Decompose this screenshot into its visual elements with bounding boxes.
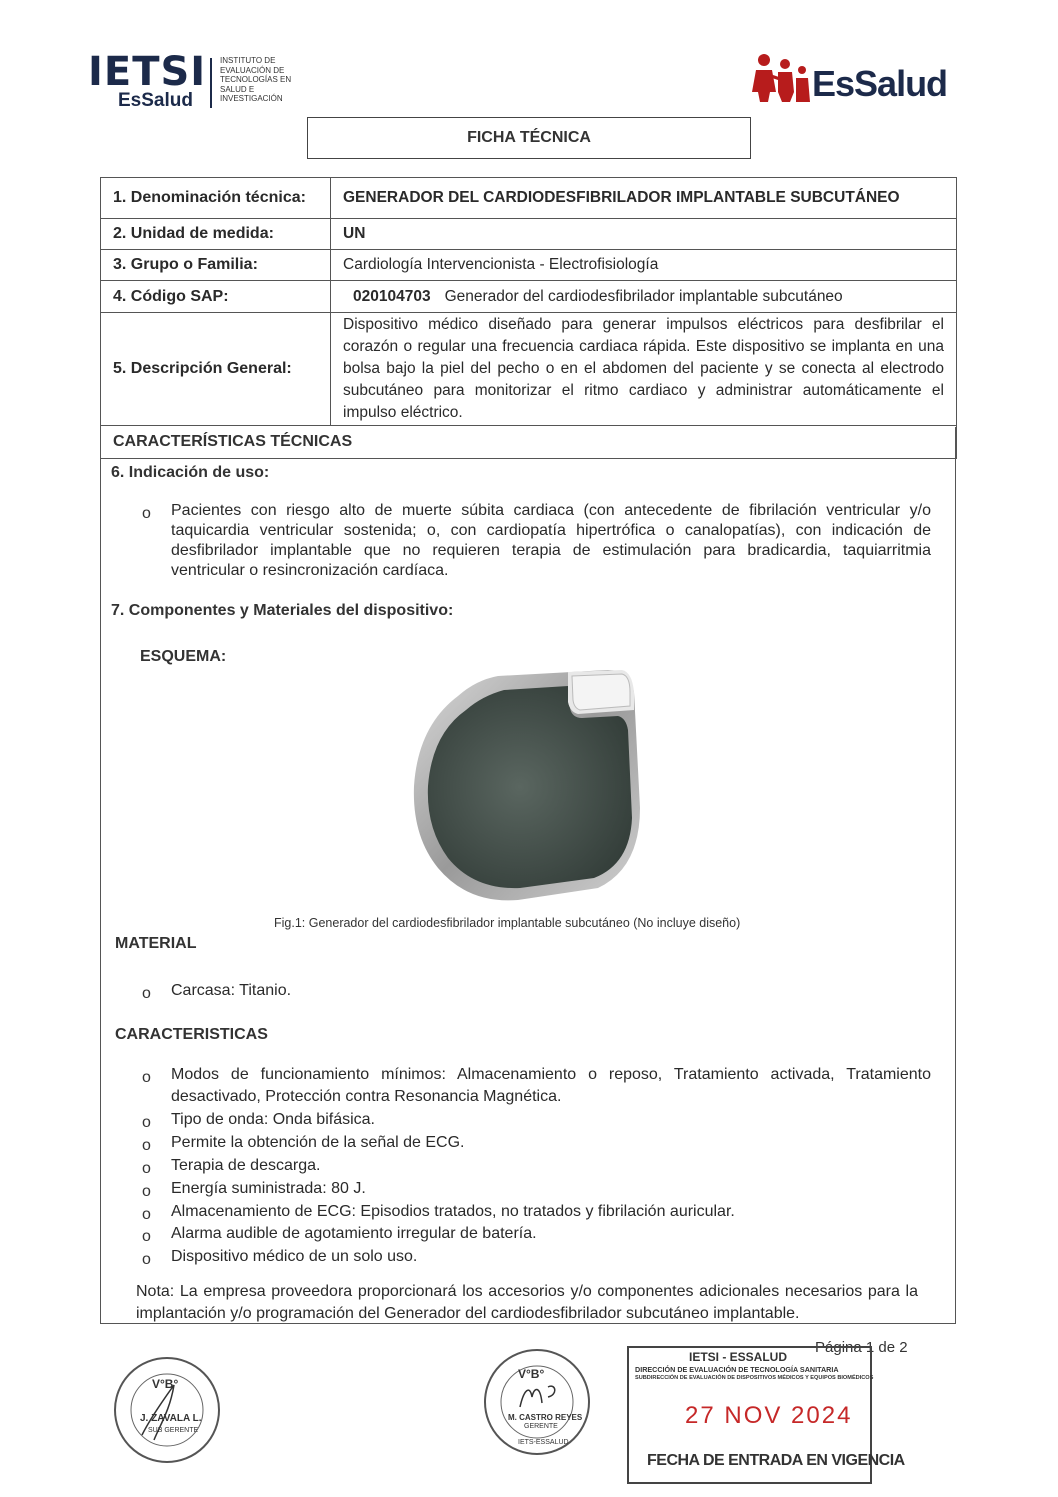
caracteristica-item: Permite la obtención de la señal de ECG. [171, 1134, 465, 1151]
caracteristica-item: Almacenamiento de ECG: Episodios tratados, no tratados y fibrilación auricular. [171, 1203, 735, 1220]
bullet-icon: o [142, 1251, 151, 1268]
essalud-family-icon [752, 52, 812, 104]
table-row [101, 219, 957, 250]
row-label: 5. Descripción General: [101, 313, 331, 426]
approval-stamp-2 [482, 1347, 592, 1457]
bullet-icon: o [142, 985, 151, 1002]
validity-label: FECHA DE ENTRADA EN VIGENCIA [647, 1452, 905, 1469]
caracteristicas-heading: CARACTERISTICAS [115, 1026, 268, 1043]
row-value [331, 281, 957, 313]
validity-date: 27 NOV 2024 [685, 1402, 853, 1429]
row-value: Cardiología Intervencionista - Electrofisiología [331, 250, 957, 281]
bullet-icon: o [142, 505, 151, 522]
validity-stamp-title: IETSI - ESSALUD [689, 1350, 788, 1364]
stamp-name: M. CASTRO REYES [508, 1413, 583, 1422]
bullet-icon: o [142, 1183, 151, 1200]
stamp-bottom: IETS-ESSALUD [518, 1439, 569, 1446]
table-row [101, 250, 957, 281]
caracteristica-item: Dispositivo médico de un solo uso. [171, 1248, 418, 1265]
caracteristica-item: Terapia de descarga. [171, 1157, 321, 1174]
ietsi-logo-subtext: EsSalud [118, 90, 193, 111]
ietsi-logo-text: IETSI [88, 49, 207, 95]
indicacion-item: Pacientes con riesgo alto de muerte súbita cardiaca (con antecedente de fibrilación ventricular y/o taquicardia ventricular sostenida; o, con cardiopatía hipertrófica o canalopatías), con indicación de desfibrilador implantable que no requieren terapia de estimulación para bradicardia, taquiarritmia ventricular o resincronización cardíaca. [171, 502, 931, 579]
device-image [408, 668, 648, 904]
row-value: GENERADOR DEL CARDIODESFIBRILADOR IMPLANTABLE SUBCUTÁNEO [331, 178, 957, 219]
bullet-icon: o [142, 1137, 151, 1154]
row-label: 4. Código SAP: [101, 281, 331, 313]
esquema-label: ESQUEMA: [140, 648, 227, 665]
stamp-role: GERENTE [524, 1423, 558, 1430]
row-value: Dispositivo médico diseñado para generar impulsos eléctricos para desfibrilar el corazón o regular una frecuencia cardiaca rápida. Este dispositivo se implanta en una bolsa bajo la piel del pecho o en el abdomen del paciente y se conecta al electrodo subcutáneo para monitorizar el ritmo cardiaco y administrar automáticamente el impulso eléctrico. [331, 313, 957, 426]
validity-stamp-line2: SUBDIRECCIÓN DE EVALUACIÓN DE DISPOSITIVOS MÉDICOS Y EQUIPOS BIOMÉDICOS [635, 1375, 874, 1381]
bullet-icon: o [142, 1228, 151, 1245]
essalud-logo-text: EsSalud [812, 63, 948, 104]
page-number: Página 1 de 2 [815, 1339, 908, 1356]
stamp-circle-icon [112, 1355, 222, 1465]
caracteristica-item: Tipo de onda: Onda bifásica. [171, 1111, 375, 1128]
table-row [101, 178, 957, 219]
validity-stamp-line1: DIRECCIÓN DE EVALUACIÓN DE TECNOLOGÍA SANITARIA [635, 1365, 839, 1374]
bullet-icon: o [142, 1069, 151, 1086]
material-item: Carcasa: Titanio. [171, 982, 292, 999]
table-row [101, 281, 957, 313]
stamp-role: SUB GERENTE [148, 1427, 199, 1434]
ietsi-logo-divider [210, 58, 212, 108]
figure-caption: Fig.1: Generador del cardiodesfibrilador implantable subcutáneo (No incluye diseño) [274, 916, 741, 930]
indicacion-heading: 6. Indicación de uso: [111, 464, 270, 481]
row-label: 3. Grupo o Familia: [101, 250, 331, 281]
stamp-vb: V°B° [152, 1377, 179, 1391]
ietsi-logo-description: INSTITUTO DE EVALUACIÓN DE TECNOLOGÍAS EN SALUD E INVESTIGACIÓN [220, 56, 292, 103]
stamp-vb: V°B° [518, 1367, 545, 1381]
nota-text: Nota: La empresa proveedora proporcionará los accesorios y/o componentes adicionales necesarios para la implantación y/o programación del Generador del cardiodesfibrilador subcutáneo implantable. [136, 1283, 918, 1322]
approval-stamp-1 [112, 1355, 222, 1465]
row-value: UN [331, 219, 957, 250]
sap-description: Generador del cardiodesfibrilador implantable subcutáneo [444, 287, 843, 305]
componentes-heading: 7. Componentes y Materiales del dispositivo: [111, 602, 454, 619]
document-title: FICHA TÉCNICA [307, 117, 751, 159]
table-row [101, 313, 957, 426]
bullet-icon: o [142, 1114, 151, 1131]
caracteristica-item: Modos de funcionamiento mínimos: Almacenamiento o reposo, Tratamiento activada, Tratamiento desactivado, Protección contra Resonancia Magnética. [171, 1066, 931, 1105]
bullet-icon: o [142, 1206, 151, 1223]
caracteristica-item: Energía suministrada: 80 J. [171, 1180, 366, 1197]
caracteristica-item: Alarma audible de agotamiento irregular de batería. [171, 1225, 537, 1242]
section-header: CARACTERÍSTICAS TÉCNICAS [101, 426, 957, 459]
sap-code: 020104703 [353, 287, 431, 305]
row-label: 2. Unidad de medida: [101, 219, 331, 250]
material-heading: MATERIAL [115, 935, 197, 952]
row-label: 1. Denominación técnica: [101, 178, 331, 219]
stamp-name: J. ZAVALA L. [140, 1413, 202, 1424]
specs-table [100, 177, 957, 459]
bullet-icon: o [142, 1160, 151, 1177]
